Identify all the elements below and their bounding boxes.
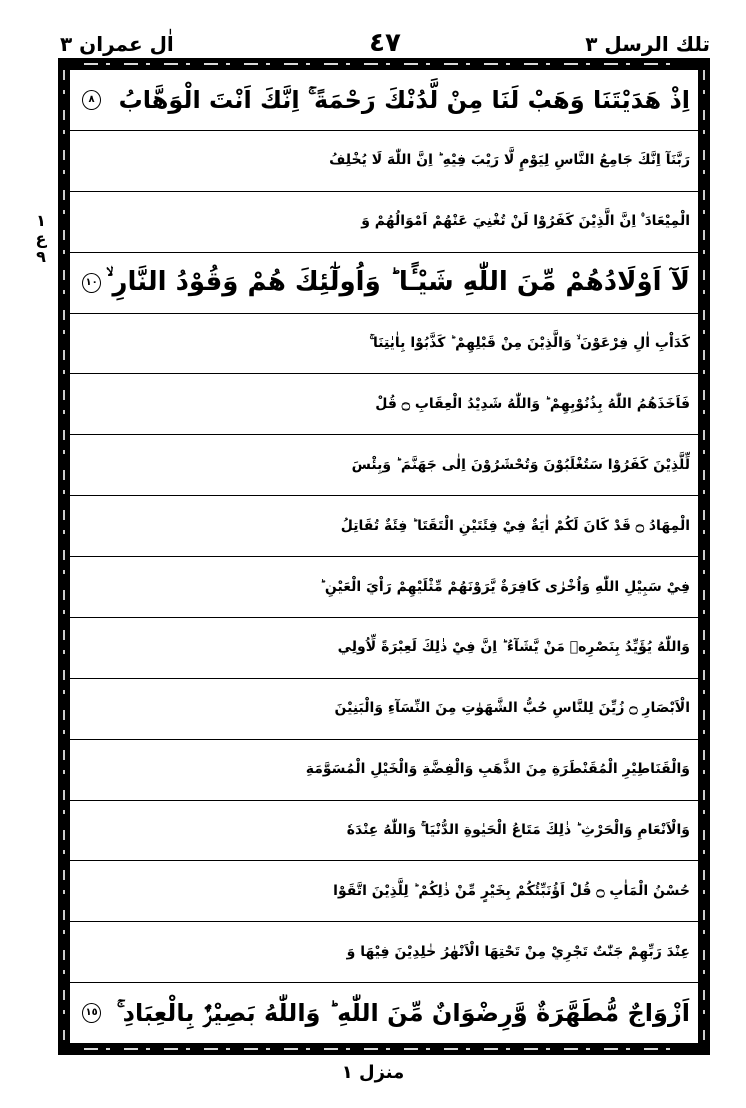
- line-text: عِنْدَ رَبِّهِمْ جَنّٰتٌ تَجْرِيْ مِنْ تَحْتِهَا الْاَنْهٰرُ خٰلِدِيْنَ فِيْهَا وَ: [346, 943, 690, 960]
- text-line-3: [70, 192, 698, 253]
- ruku-number-bottom: ٩: [36, 247, 46, 266]
- text-line-10: [70, 618, 698, 679]
- text-line-11: [70, 679, 698, 740]
- line-text: وَالْاَنْعَامِ وَالْحَرْثِ ؕ ذٰلِكَ مَتَاعُ الْحَيٰوةِ الدُّنْيَا ۚ وَاللّٰهُ عِنْدَهٗ: [346, 822, 690, 839]
- manzil-footer: منزل ١: [341, 1062, 405, 1083]
- frame-top-ornament: [58, 58, 710, 70]
- page-frame: [58, 58, 710, 1055]
- text-area: [70, 70, 698, 1043]
- line-text: الْمِيْعَادَ ۠ اِنَّ الَّذِيْنَ كَفَرُوْا لَنْ تُغْنِيَ عَنْهُمْ اَمْوَالُهُمْ وَ: [361, 213, 690, 230]
- text-line-16: [70, 983, 698, 1043]
- text-line-1: [70, 70, 698, 131]
- ruku-number-top: ١: [36, 211, 46, 230]
- ayah-number-icon: ١٠: [82, 273, 101, 293]
- text-line-9: [70, 557, 698, 618]
- line-text: فَاَخَذَهُمُ اللّٰهُ بِذُنُوْبِهِمْ ؕ وَاللّٰهُ شَدِيْدُ الْعِقَابِ ۝ قُلْ: [375, 395, 690, 412]
- text-line-4: [70, 253, 698, 314]
- line-text: فِيْ سَبِيْلِ اللّٰهِ وَاُخْرٰى كَافِرَةٌ يَّرَوْنَهُمْ مِّثْلَيْهِمْ رَاْيَ الْعَيْنِ ؕ: [320, 578, 690, 595]
- juz-name: تلك الرسل ٣: [585, 32, 710, 56]
- text-line-15: [70, 922, 698, 983]
- line-text: الْمِهَادُ ۝ قَدْ كَانَ لَكُمْ اٰيَةٌ فِيْ فِئَتَيْنِ الْتَقَتَا ؕ فِئَةٌ تُقَاتِلُ: [340, 517, 690, 534]
- text-line-5: [70, 314, 698, 375]
- line-text: وَالْقَنَاطِيْرِ الْمُقَنْطَرَةِ مِنَ الذَّهَبِ وَالْفِضَّةِ وَالْخَيْلِ الْمُسَوَّمَةِ: [305, 761, 690, 778]
- text-line-12: [70, 740, 698, 801]
- text-line-8: [70, 496, 698, 557]
- line-text: رَبَّنَآ اِنَّكَ جَامِعُ النَّاسِ لِيَوْمٍ لَّا رَيْبَ فِيْهِ ؕ اِنَّ اللّٰهَ لَا يُخْلِفُ: [329, 152, 690, 169]
- text-line-13: [70, 801, 698, 862]
- surah-name: اٰل عمران ٣: [60, 32, 174, 56]
- line-text: اِذْ هَدَيْتَنَا وَهَبْ لَنَا مِنْ لَّدُنْكَ رَحْمَةً ۚ اِنَّكَ اَنْتَ الْوَهَّابُ: [118, 85, 690, 114]
- text-line-2: [70, 131, 698, 192]
- page-header: [60, 30, 710, 58]
- line-text: اَزْوَاجٌ مُّطَهَّرَةٌ وَّرِضْوَانٌ مِّنَ اللّٰهِ ؕ وَاللّٰهُ بَصِيْرٌۢ بِالْعِبَادِ ۚ: [116, 998, 690, 1027]
- frame-bottom-ornament: [58, 1043, 710, 1055]
- text-line-7: [70, 435, 698, 496]
- line-text: لِّلَّذِيْنَ كَفَرُوْا سَتُغْلَبُوْنَ وَتُحْشَرُوْنَ اِلٰى جَهَنَّمَ ؕ وَبِئْسَ: [351, 456, 690, 473]
- line-text: وَاللّٰهُ يُؤَيِّدُ بِنَصْرِهٖ مَنْ يَّشَآءُ ؕ اِنَّ فِيْ ذٰلِكَ لَعِبْرَةً لِّاُولِي: [337, 639, 690, 656]
- ruku-symbol-icon: ع: [35, 229, 47, 248]
- line-text: حُسْنُ الْمَاٰبِ ۝ قُلْ اَؤُنَبِّئُكُمْ بِخَيْرٍ مِّنْ ذٰلِكُمْ ؕ لِلَّذِيْنَ اتَّقَوْا: [333, 882, 690, 899]
- ayah-number-icon: ١٥: [82, 1003, 101, 1023]
- frame-right-ornament: [698, 70, 710, 1043]
- text-line-14: [70, 861, 698, 922]
- ayah-number-icon: ٨: [82, 90, 101, 110]
- text-line-6: [70, 374, 698, 435]
- ruku-marker: [30, 212, 52, 266]
- page-number: ٤٧: [369, 28, 401, 58]
- line-text: لَآ اَوْلَادُهُمْ مِّنَ اللّٰهِ شَيْـًٔا ؕ وَاُولٰٓئِكَ هُمْ وَقُوْدُ النَّارِ ۙ: [106, 266, 690, 297]
- line-text: كَدَاْبِ اٰلِ فِرْعَوْنَ ۙ وَالَّذِيْنَ مِنْ قَبْلِهِمْ ؕ كَذَّبُوْا بِاٰيٰتِنَا ۚ: [369, 335, 690, 352]
- frame-left-ornament: [58, 70, 70, 1043]
- line-text: الْاَبْصَارِ ۝ زُيِّنَ لِلنَّاسِ حُبُّ الشَّهَوٰتِ مِنَ النِّسَآءِ وَالْبَنِيْنَ: [334, 700, 690, 717]
